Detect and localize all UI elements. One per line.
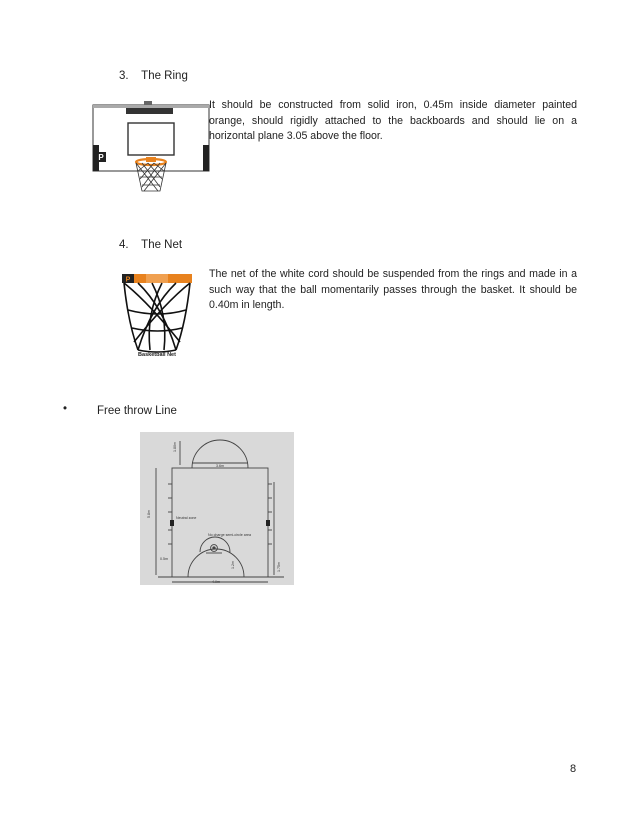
svg-text:P: P bbox=[98, 153, 104, 162]
label-left-height: 5.8m bbox=[147, 510, 151, 518]
ring-description: It should be constructed from solid iron, 0.45m inside diameter painted orange, should rigidly attached to the backboards and should lie on a horizontal plane 3.05 above the floor. bbox=[209, 99, 577, 142]
label-small-left: 0.5m bbox=[160, 557, 168, 561]
section-title: The Net bbox=[141, 239, 183, 251]
label-restricted-radius: 1.80m bbox=[173, 442, 177, 452]
section-heading-ring bbox=[119, 70, 188, 82]
label-no-charge: No charge semi-circle area bbox=[208, 533, 251, 537]
free-throw-court-diagram bbox=[140, 432, 294, 585]
bullet-symbol: • bbox=[63, 403, 68, 415]
label-small-right: 1.75m bbox=[277, 562, 281, 572]
net-description: The net of the white cord should be suspended from the rings and made in a such way that the ball momentarily passes through the basket. It should be 0.40m in length. bbox=[209, 268, 577, 311]
bullet-title: Free throw Line bbox=[97, 405, 177, 417]
svg-text:P: P bbox=[125, 276, 131, 284]
net-image bbox=[118, 272, 196, 368]
ring-image bbox=[92, 101, 210, 199]
label-small-center: 1.2m bbox=[231, 561, 235, 569]
label-top-width: 3.6m bbox=[216, 464, 224, 468]
label-bottom-width: 4.9m bbox=[212, 580, 220, 584]
section-title: The Ring bbox=[141, 70, 188, 82]
net-image-caption: Basketball Net bbox=[138, 352, 176, 358]
section-heading-net bbox=[119, 239, 182, 251]
page-number: 8 bbox=[570, 763, 577, 775]
label-neutral-zone: Neutral zone bbox=[176, 516, 197, 520]
section-number: 3. bbox=[119, 70, 129, 82]
section-number: 4. bbox=[119, 239, 129, 251]
